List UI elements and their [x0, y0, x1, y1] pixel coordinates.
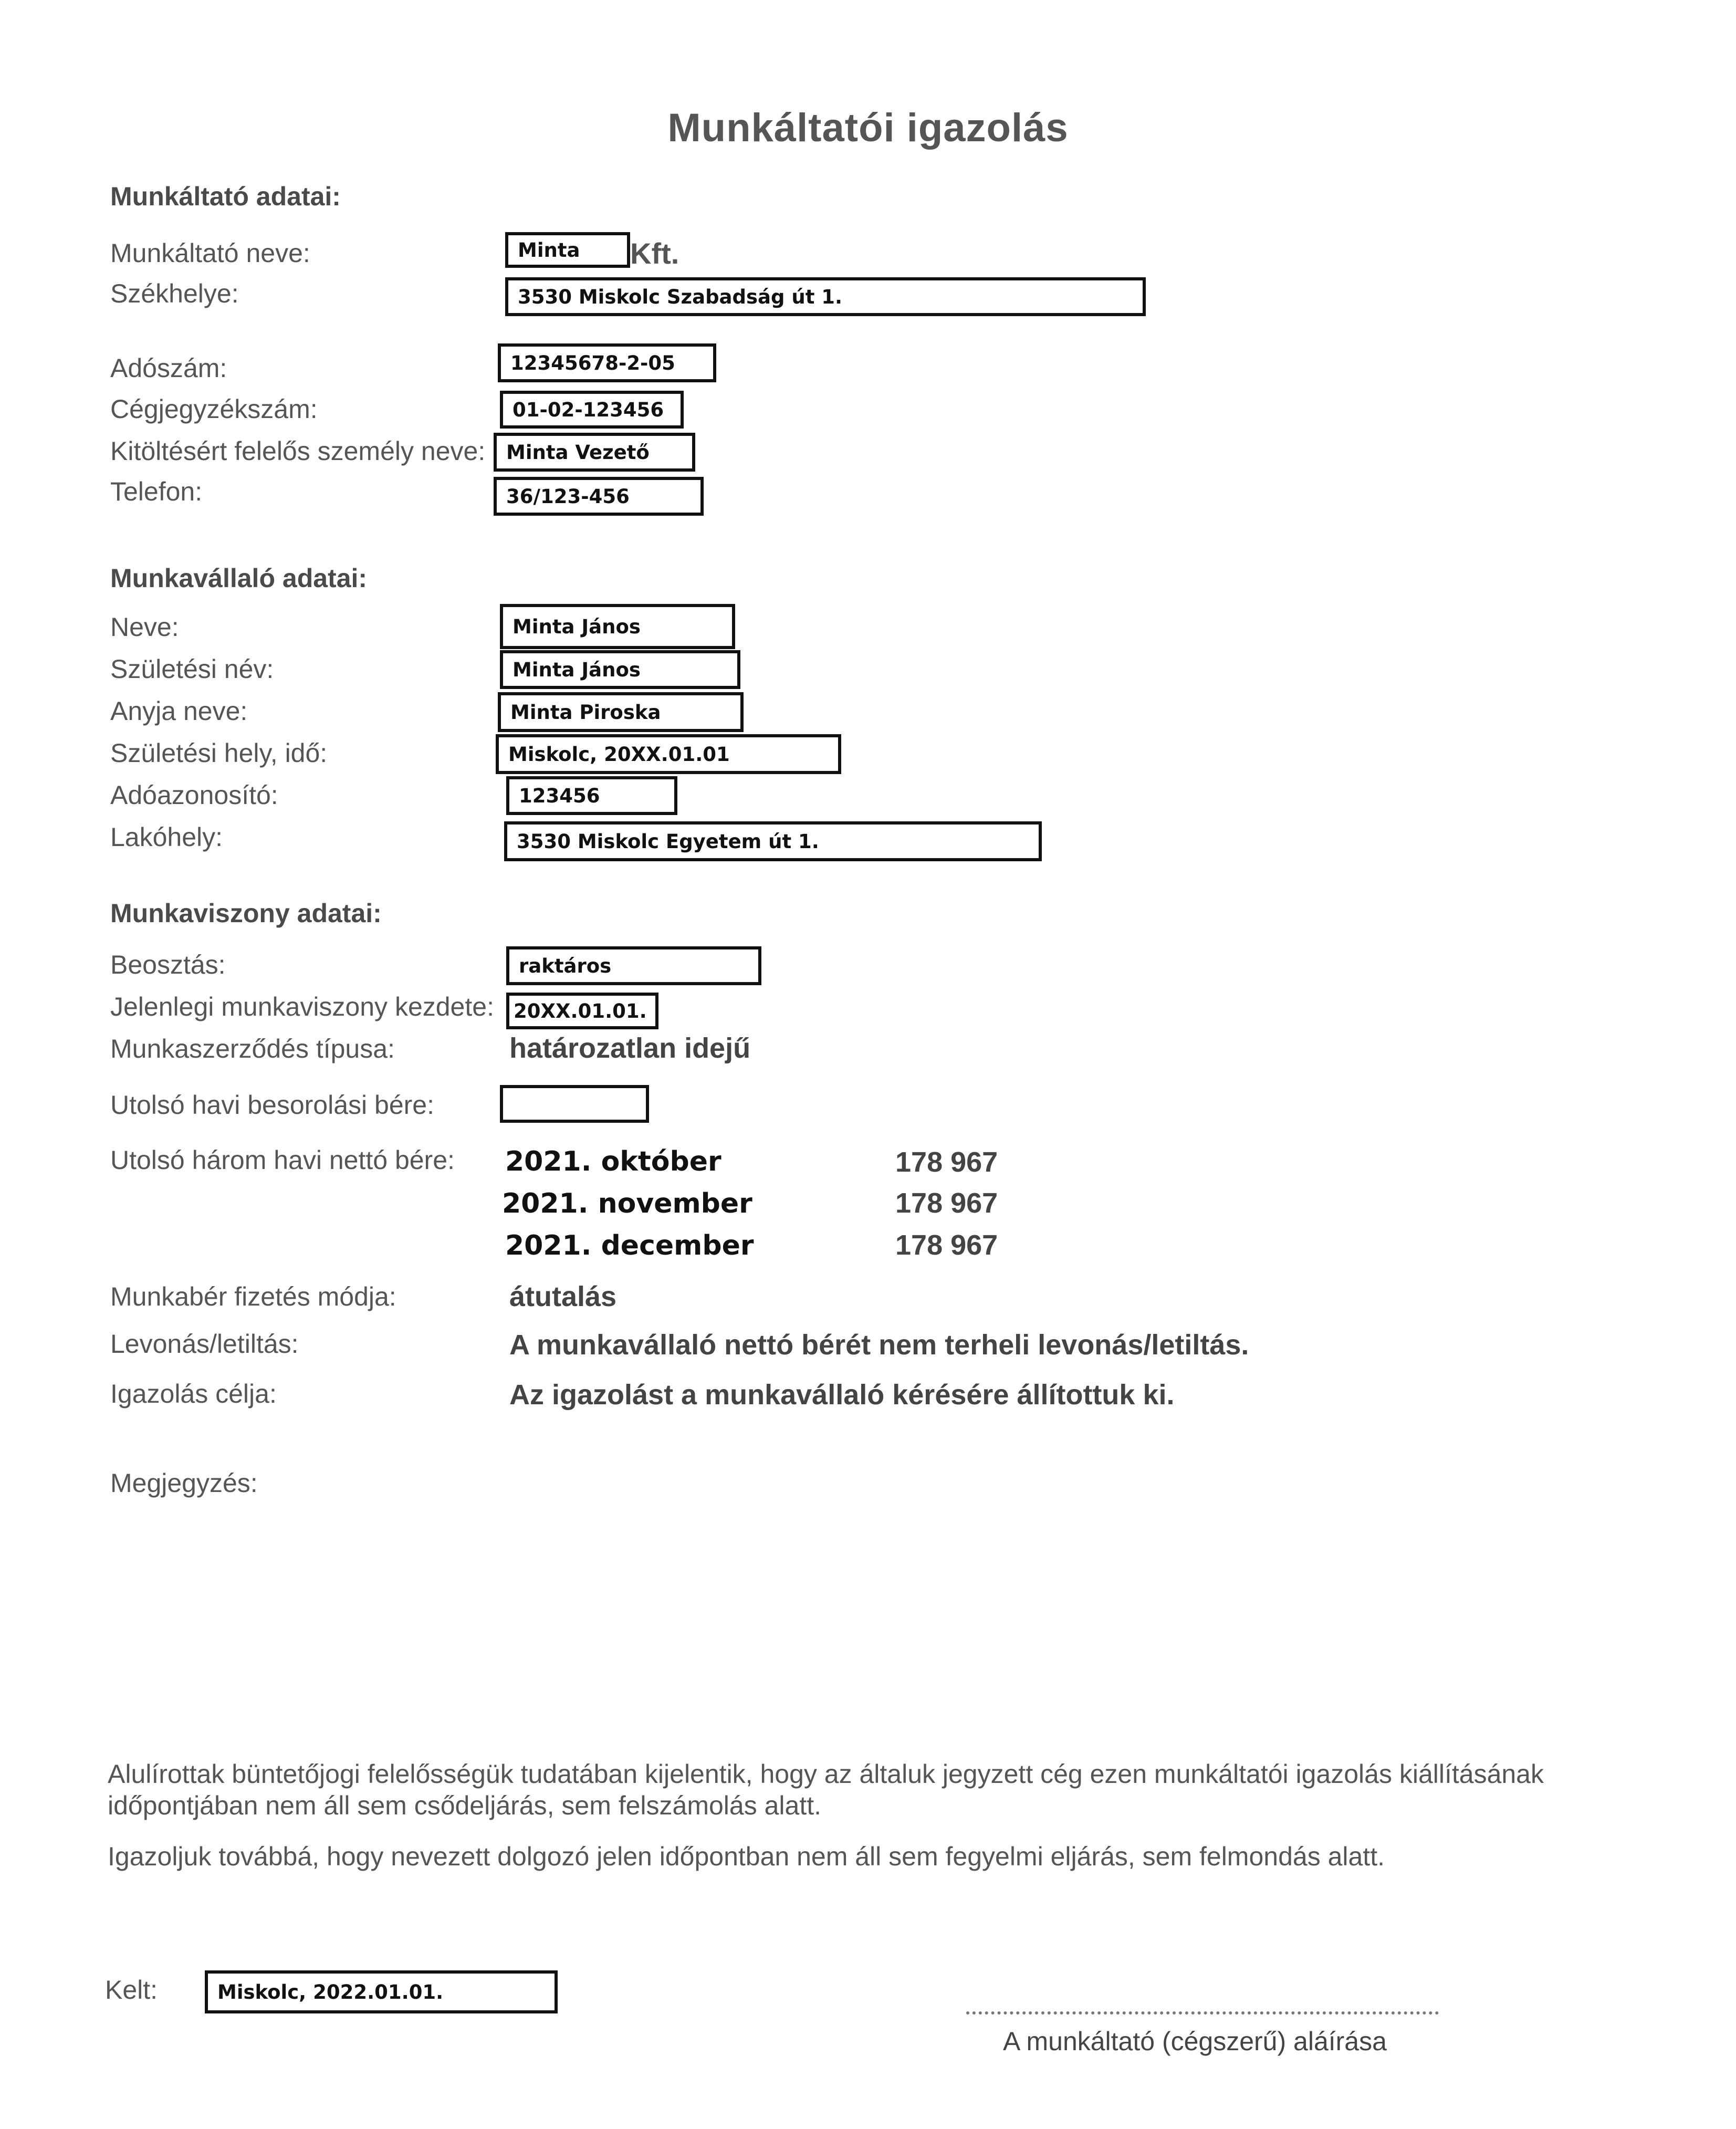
payment-method-value: átutalás: [509, 1281, 617, 1312]
purpose-value: Az igazolást a munkavállaló kérésére állítottuk ki.: [509, 1379, 1175, 1411]
net-amount-3: 178 967: [895, 1229, 998, 1261]
date-field[interactable]: Miskolc, 2022.01.01.: [205, 1970, 558, 2013]
net-month-2: 2021. november: [502, 1188, 752, 1219]
tax-id-label: Adóazonosító:: [110, 780, 278, 810]
birth-place-date-label: Születési hely, idő:: [110, 738, 328, 768]
statement-insolvency: Alulírottak büntetőjogi felelősségük tudatában kijelentik, hogy az általuk jegyzett cég ezen munkáltatói igazolás kiállításának időpontjában nem áll sem csődeljárás, sem felszámolás alatt.: [108, 1759, 1544, 1820]
contract-type-label: Munkaszerződés típusa:: [110, 1034, 395, 1063]
note-label: Megjegyzés:: [110, 1468, 258, 1498]
birth-place-date-field[interactable]: Miskolc, 20XX.01.01: [496, 734, 841, 774]
address-field[interactable]: 3530 Miskolc Egyetem út 1.: [504, 821, 1042, 861]
signature-line: [966, 2011, 1439, 2015]
company-reg-label: Cégjegyzékszám:: [110, 394, 318, 424]
date-label: Kelt:: [105, 1975, 158, 2005]
employee-name-field[interactable]: Minta János: [500, 604, 735, 649]
start-date-field[interactable]: 20XX.01.01.: [506, 993, 658, 1029]
deduction-label: Levonás/letiltás:: [110, 1329, 299, 1359]
birth-name-field[interactable]: Minta János: [500, 650, 740, 689]
responsible-person-label: Kitöltésért felelős személy neve:: [110, 436, 486, 466]
tax-number-field[interactable]: 12345678-2-05: [498, 343, 716, 382]
employer-heading: Munkáltató adatai:: [110, 182, 341, 211]
employer-name-label: Munkáltató neve:: [110, 238, 310, 268]
base-salary-field[interactable]: [500, 1085, 649, 1123]
tax-number-label: Adószám:: [110, 353, 227, 383]
net-salary-label: Utolsó három havi nettó bére:: [110, 1145, 455, 1175]
responsible-person-field[interactable]: Minta Vezető: [494, 433, 695, 472]
net-month-1: 2021. október: [505, 1146, 721, 1177]
employment-heading: Munkaviszony adatai:: [110, 899, 382, 928]
net-amount-1: 178 967: [895, 1146, 998, 1178]
phone-label: Telefon:: [110, 477, 203, 506]
employee-name-label: Neve:: [110, 612, 179, 642]
payment-method-label: Munkabér fizetés módja:: [110, 1282, 396, 1311]
signature-label: A munkáltató (cégszerű) aláírása: [1003, 2027, 1387, 2056]
net-amount-2: 178 967: [895, 1187, 998, 1219]
company-reg-field[interactable]: 01-02-123456: [500, 391, 684, 429]
base-salary-label: Utolsó havi besorolási bére:: [110, 1090, 434, 1120]
employer-name-suffix: Kft.: [630, 237, 679, 270]
page-title: Munkáltatói igazolás: [667, 106, 1069, 150]
employee-heading: Munkavállaló adatai:: [110, 563, 368, 593]
purpose-label: Igazolás célja:: [110, 1379, 277, 1408]
address-label: Lakóhely:: [110, 822, 223, 852]
phone-field[interactable]: 36/123-456: [494, 477, 704, 516]
tax-id-field[interactable]: 123456: [506, 776, 677, 815]
mother-name-field[interactable]: Minta Piroska: [498, 692, 744, 732]
position-label: Beosztás:: [110, 950, 226, 979]
seat-label: Székhelye:: [110, 279, 239, 308]
net-month-3: 2021. december: [505, 1230, 754, 1261]
statement-disciplinary: Igazoljuk továbbá, hogy nevezett dolgozó jelen időpontban nem áll sem fegyelmi eljárás, sem felmondás alatt.: [108, 1842, 1385, 1871]
seat-field[interactable]: 3530 Miskolc Szabadság út 1.: [505, 277, 1146, 316]
employer-name-field[interactable]: Minta: [505, 232, 630, 268]
contract-type-value: határozatlan idejű: [509, 1032, 751, 1064]
mother-name-label: Anyja neve:: [110, 696, 248, 726]
birth-name-label: Születési név:: [110, 654, 274, 684]
position-field[interactable]: raktáros: [506, 946, 761, 985]
start-date-label: Jelenlegi munkaviszony kezdete:: [110, 992, 494, 1021]
deduction-value: A munkavállaló nettó bérét nem terheli levonás/letiltás.: [509, 1329, 1249, 1361]
